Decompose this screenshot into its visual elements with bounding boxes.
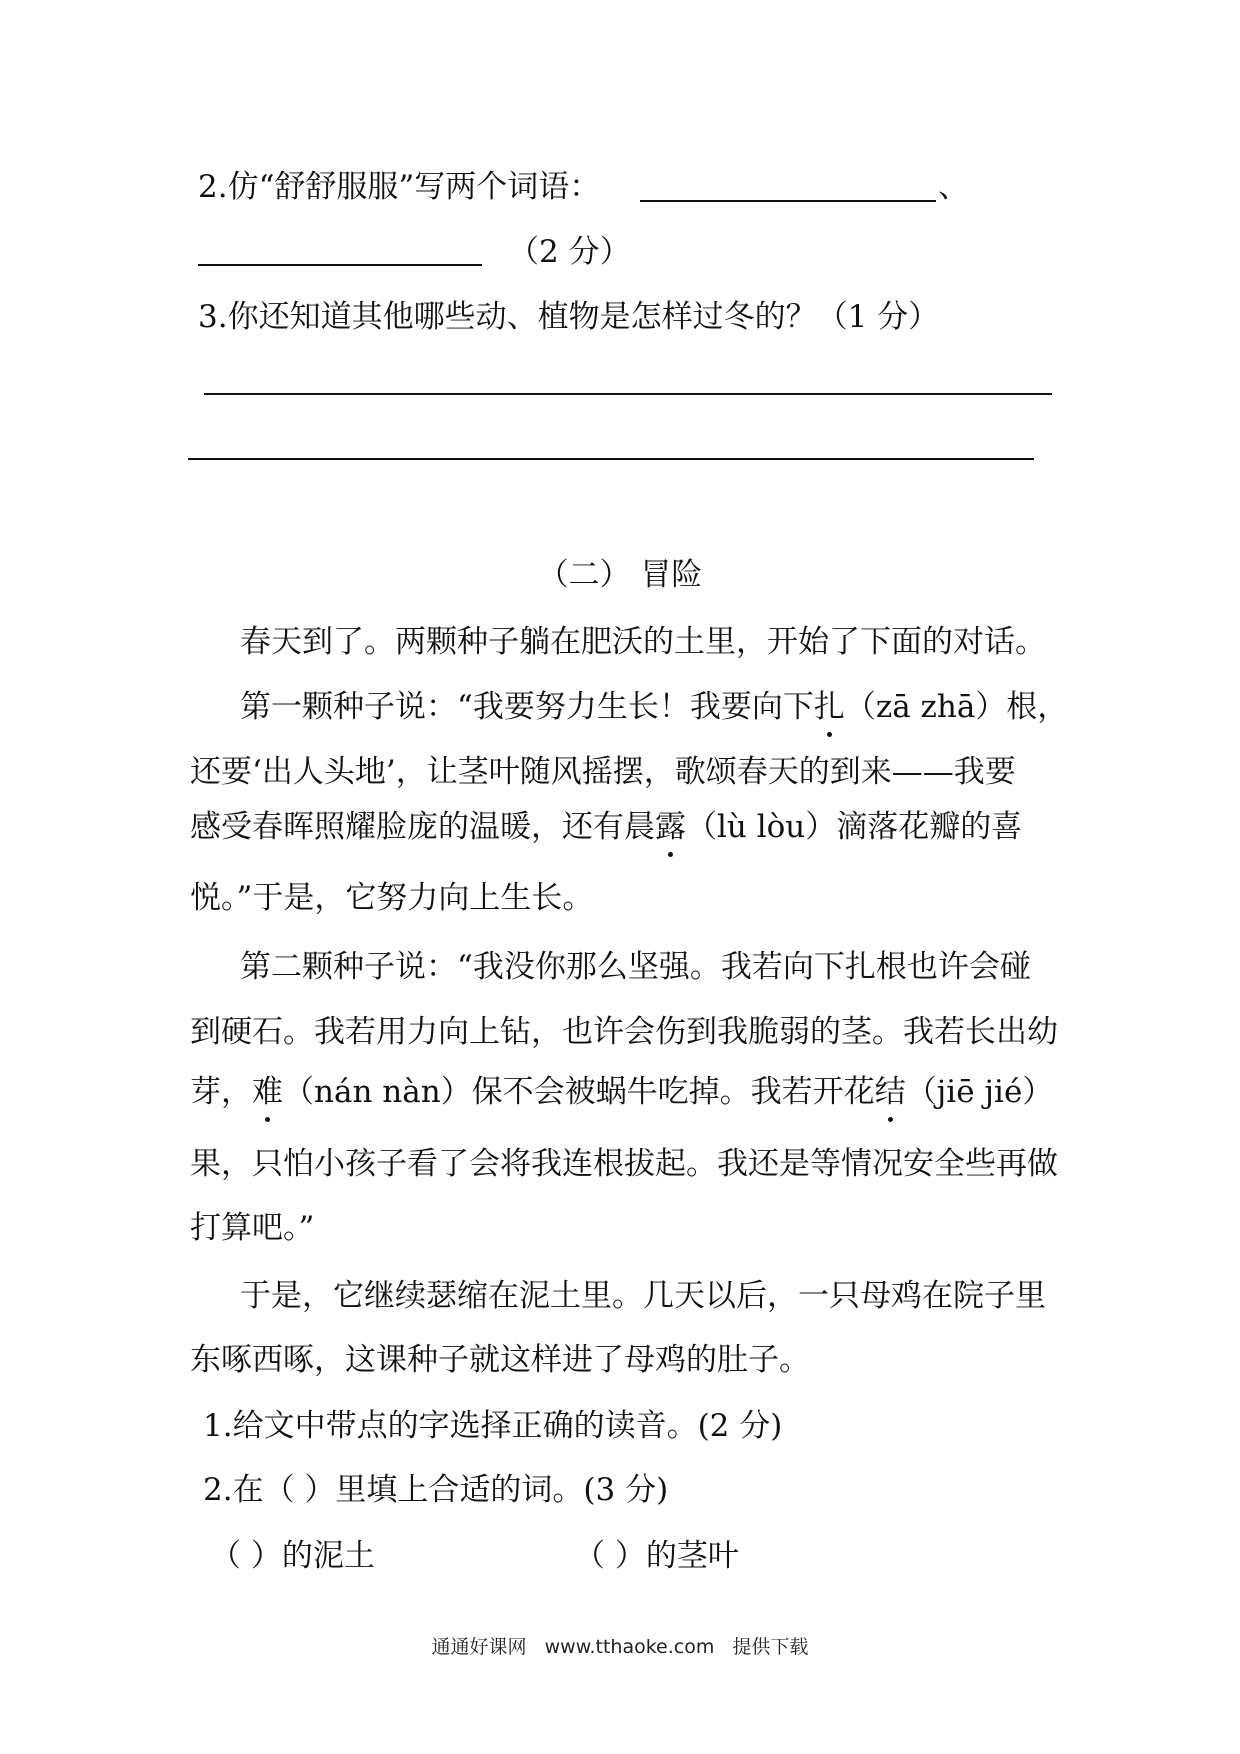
fill-item-2[interactable]: （ ）的茎叶 xyxy=(574,1538,739,1574)
paragraph-3-line-4: 果，只怕小孩子看了会将我连根拔起。我还是等情况安全些再做 xyxy=(190,1146,1058,1182)
question-2-score: （2 分） xyxy=(508,234,631,270)
answer-line-1[interactable] xyxy=(204,393,1052,395)
dotted-char: 结 xyxy=(875,1070,906,1114)
text-segment: （zā zhā）根， xyxy=(844,689,1069,725)
paragraph-3-line-5: 打算吧。” xyxy=(190,1210,315,1246)
question-2-text: 2.仿“舒舒服服”写两个词语： xyxy=(198,169,601,205)
paragraph-2-line-1 xyxy=(240,685,1068,729)
question-2: 2.在（ ）里填上合适的词。(3 分) xyxy=(203,1472,669,1508)
paragraph-4-line-1: 于是，它继续瑟缩在泥土里。几天以后，一只母鸡在院子里 xyxy=(240,1278,1046,1314)
dotted-char: 扎 xyxy=(814,685,845,729)
section-title: （二） 冒险 xyxy=(537,557,703,593)
footer-url[interactable]: www.tthaoke.com xyxy=(544,1636,715,1658)
question-2-line xyxy=(198,165,600,209)
fill-item-1[interactable]: （ ）的泥土 xyxy=(210,1538,375,1574)
text-segment: （nán nàn）保不会被蜗牛吃掉。我若开花 xyxy=(283,1074,875,1110)
paragraph-2-line-2: 还要‘出人头地’，让茎叶随风摇摆，歌颂春天的到来——我要 xyxy=(190,754,1016,790)
paragraph-3-line-2: 到硬石。我若用力向上钻，也许会伤到我脆弱的茎。我若长出幼 xyxy=(190,1014,1058,1050)
paragraph-1: 春天到了。两颗种子躺在肥沃的土里，开始了下面的对话。 xyxy=(240,624,1046,660)
text-segment: 第一颗种子说：“我要努力生长！我要向下 xyxy=(240,689,814,725)
paragraph-2-line-4: 悦。”于是，它努力向上生长。 xyxy=(190,880,594,916)
dotted-char: 露 xyxy=(655,805,686,849)
dotted-char: 难 xyxy=(252,1070,283,1114)
answer-blank-1[interactable] xyxy=(640,200,936,202)
text-segment: 芽， xyxy=(190,1074,252,1110)
text-segment: （lù lòu）滴落花瓣的喜 xyxy=(686,809,1023,845)
footer-note: 提供下载 xyxy=(732,1636,809,1658)
paragraph-3-line-3 xyxy=(190,1070,1053,1114)
text-segment: （jiē jié） xyxy=(905,1074,1054,1110)
question-3-text: 3.你还知道其他哪些动、植物是怎样过冬的？（1 分） xyxy=(198,299,940,335)
paragraph-2-line-3 xyxy=(190,805,1022,849)
answer-line-2[interactable] xyxy=(188,458,1034,460)
answer-blank-2[interactable] xyxy=(198,264,482,266)
blank-separator: 、 xyxy=(938,169,969,205)
question-1: 1.给文中带点的字选择正确的读音。(2 分) xyxy=(203,1408,783,1444)
footer xyxy=(0,1632,1240,1659)
paragraph-3-line-1: 第二颗种子说：“我没你那么坚强。我若向下扎根也许会碰 xyxy=(240,949,1031,985)
paragraph-4-line-2: 东啄西啄，这课种子就这样进了母鸡的肚子。 xyxy=(190,1342,810,1378)
footer-site: 通通好课网 xyxy=(431,1636,527,1658)
text-segment: 感受春晖照耀脸庞的温暖，还有晨 xyxy=(190,809,655,845)
